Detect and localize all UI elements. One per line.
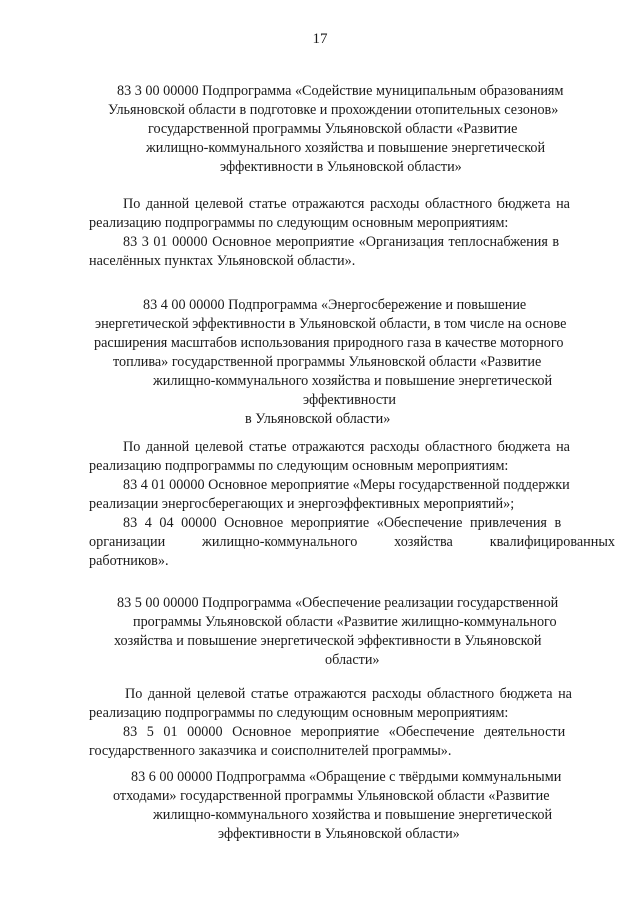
section1-heading-line: государственной программы Ульяновской области «Развитие	[148, 121, 518, 137]
section2-heading-line: эффективности	[303, 392, 396, 408]
section1-heading-line: жилищно-коммунального хозяйства и повышение энергетической	[146, 140, 546, 156]
section4-heading-line: эффективности в Ульяновской области»	[218, 826, 460, 842]
section3-heading-line: области»	[325, 652, 380, 668]
section2-body-line: работников».	[89, 553, 169, 569]
section2-body-line: 83 4 01 00000 Основное мероприятие «Меры государственной поддержки	[123, 477, 570, 493]
section2-body-line: 83 4 04 00000 Основное мероприятие «Обеспечение привлечения в	[123, 515, 562, 531]
section2-heading-line: энергетической эффективности в Ульяновской области, в том числе на основе	[95, 316, 567, 332]
section2-heading-line: жилищно-коммунального хозяйства и повышение энергетической	[153, 373, 553, 389]
section2-body-justified-line	[89, 533, 615, 551]
section4-heading-line: отходами» государственной программы Ульяновской области «Развитие	[113, 788, 550, 804]
section4-heading-line: 83 6 00 00000 Подпрограмма «Обращение с твёрдыми коммунальными	[131, 769, 562, 785]
section2-heading-line: топлива» государственной программы Ульяновской области «Развитие	[113, 354, 542, 370]
section3-body-line: По данной целевой статье отражаются расходы областного бюджета на	[125, 686, 572, 702]
section1-body-line: населённых пунктах Ульяновской области».	[89, 253, 356, 269]
section3-heading-line: 83 5 00 00000 Подпрограмма «Обеспечение реализации государственной	[117, 595, 559, 611]
section3-heading-line: программы Ульяновской области «Развитие жилищно-коммунального	[133, 614, 557, 630]
section2-body-line: реализацию подпрограммы по следующим основным мероприятиям:	[89, 458, 509, 474]
section1-heading-line: эффективности в Ульяновской области»	[220, 159, 462, 175]
section1-heading-line: 83 3 00 00000 Подпрограмма «Содействие муниципальным образованиям	[117, 83, 564, 99]
section4-heading-line: жилищно-коммунального хозяйства и повышение энергетической	[153, 807, 553, 823]
section1-heading-line: Ульяновской области в подготовке и прохождении отопительных сезонов»	[108, 102, 559, 118]
section2-body-line: реализации энергосберегающих и энергоэффективных мероприятий»;	[89, 496, 515, 512]
section3-body-line: государственного заказчика и соисполнителей программы».	[89, 743, 452, 759]
section3-body-line: реализацию подпрограммы по следующим основным мероприятиям:	[89, 705, 509, 721]
page-number: 17	[312, 31, 328, 47]
section1-body-line: По данной целевой статье отражаются расходы областного бюджета на	[123, 196, 570, 212]
justified-word: жилищно-коммунального	[202, 534, 358, 550]
section1-body-line: реализацию подпрограммы по следующим основным мероприятиям:	[89, 215, 509, 231]
section2-body-line: По данной целевой статье отражаются расходы областного бюджета на	[123, 439, 570, 455]
justified-word: организации	[89, 534, 166, 550]
section2-heading-line: в Ульяновской области»	[245, 411, 391, 427]
section1-body-line: 83 3 01 00000 Основное мероприятие «Организация теплоснабжения в	[123, 234, 560, 250]
section2-heading-line: 83 4 00 00000 Подпрограмма «Энергосбережение и повышение	[143, 297, 527, 313]
justified-word: хозяйства	[394, 534, 453, 550]
section3-body-line: 83 5 01 00000 Основное мероприятие «Обеспечение деятельности	[123, 724, 566, 740]
section2-heading-line: расширения масштабов использования природного газа в качестве моторного	[94, 335, 564, 351]
section3-heading-line: хозяйства и повышение энергетической эффективности в Ульяновской	[114, 633, 542, 649]
justified-word: квалифицированных	[489, 534, 615, 550]
